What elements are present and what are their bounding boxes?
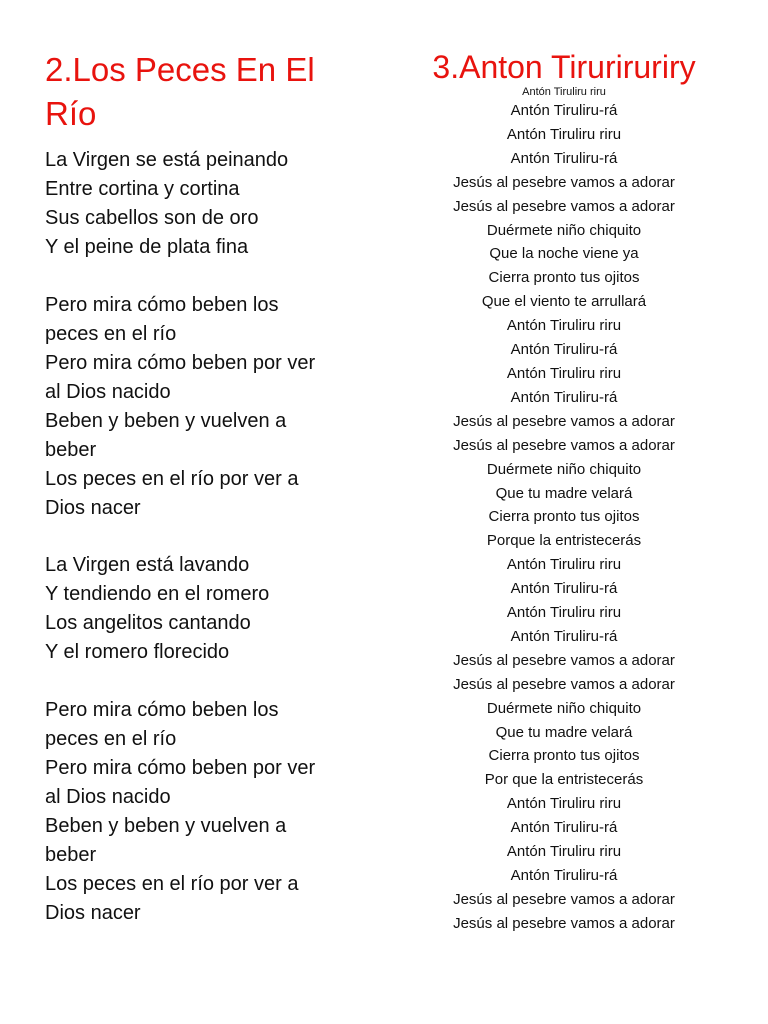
lyric-line: Los peces en el río por ver a xyxy=(45,872,299,895)
lyric-line: al Dios nacido xyxy=(45,785,171,808)
lyric-line: Porque la entristecerás xyxy=(486,532,642,550)
lyric-line: Que tu madre velará xyxy=(495,723,633,741)
lyric-line: Antón Tiruliru riru xyxy=(506,556,622,574)
lyric-line: Antón Tiruliru riru xyxy=(506,843,622,861)
lyric-line: Antón Tiruliru-rá xyxy=(510,819,618,837)
lyric-line: Pero mira cómo beben los xyxy=(45,293,279,316)
song-2-title-line-1: 2.Los Peces En El xyxy=(45,51,315,88)
song-2-lyrics xyxy=(45,146,375,928)
lyric-line: Jesús al pesebre vamos a adorar xyxy=(453,173,675,191)
lyric-line: Cierra pronto tus ojitos xyxy=(488,269,640,287)
lyric-line: Dios nacer xyxy=(45,496,141,519)
lyric-line: beber xyxy=(45,843,97,866)
lyric-line: Y tendiendo en el romero xyxy=(45,583,270,605)
lyric-line: beber xyxy=(45,438,97,461)
lyric-line: Jesús al pesebre vamos a adorar xyxy=(453,412,675,430)
lyric-line: Que la noche viene ya xyxy=(489,245,639,263)
lyric-line: Antón Tiruliru-rá xyxy=(510,580,618,598)
lyric-line: peces en el río xyxy=(45,727,177,750)
lyric-line: Antón Tiruliru riru xyxy=(506,125,622,143)
lyric-line: Que tu madre velará xyxy=(495,484,633,502)
song-2-title xyxy=(45,48,375,136)
lyric-line: Sus cabellos son de oro xyxy=(45,207,259,229)
lyric-line: Por que la entristecerás xyxy=(484,771,644,789)
lyric-line: Cierra pronto tus ojitos xyxy=(488,508,640,526)
song-3-title: 3.Anton Tirurirurirу xyxy=(432,49,696,85)
lyric-line: Duérmete niño chiquito xyxy=(486,699,642,717)
song-3-column xyxy=(408,48,720,936)
lyric-line: Pero mira cómo beben por ver xyxy=(45,756,316,779)
lyric-line: Beben y beben y vuelven a xyxy=(45,814,287,837)
lyric-line: Beben y beben y vuelven a xyxy=(45,409,287,432)
lyric-line: Entre cortina y cortina xyxy=(45,178,240,200)
lyric-line: al Dios nacido xyxy=(45,380,171,403)
lyric-line: Los peces en el río por ver a xyxy=(45,467,299,490)
lyric-line: Jesús al pesebre vamos a adorar xyxy=(453,197,675,215)
lyric-line: Antón Tiruliru-rá xyxy=(510,102,618,119)
lyric-line: peces en el río xyxy=(45,322,177,345)
lyric-line: Los angelitos cantando xyxy=(45,612,251,634)
lyric-line: Antón Tiruliru riru xyxy=(506,364,622,382)
lyric-line: Antón Tiruliru-rá xyxy=(510,149,618,167)
lyric-line: Cierra pronto tus ojitos xyxy=(488,747,640,765)
lyric-line: Jesús al pesebre vamos a adorar xyxy=(453,651,675,669)
stanza xyxy=(45,291,375,523)
song-3-subtitle: Antón Tiruliru riru xyxy=(522,86,606,98)
lyric-line: Antón Tiruliru riru xyxy=(506,317,622,335)
lyric-line: Antón Tiruliru-rá xyxy=(510,867,618,884)
lyric-line: Jesús al pesebre vamos a adorar xyxy=(453,675,675,693)
song-3-lyrics xyxy=(408,99,720,936)
lyric-line: Y el romero florecido xyxy=(45,641,230,663)
lyric-line: Jesús al pesebre vamos a adorar xyxy=(453,436,675,454)
lyric-line: La Virgen está lavando xyxy=(45,554,250,576)
lyric-line: La Virgen se está peinando xyxy=(45,149,289,171)
lyric-line: Duérmete niño chiquito xyxy=(486,221,642,239)
stanza xyxy=(45,696,375,928)
lyric-line: Pero mira cómo beben por ver xyxy=(45,351,316,374)
lyric-line: Antón Tiruliru-rá xyxy=(510,341,618,359)
lyric-line: Y el peine de plata fina xyxy=(45,236,249,258)
lyric-line: Jesús al pesebre vamos a adorar xyxy=(453,914,675,932)
lyric-line: Antón Tiruliru riru xyxy=(506,795,622,813)
stanza xyxy=(45,146,375,262)
lyric-line: Pero mira cómo beben los xyxy=(45,698,279,721)
lyric-line: Duérmete niño chiquito xyxy=(486,460,642,478)
stanza xyxy=(45,551,375,667)
song-2-title-line-2: Río xyxy=(45,95,97,132)
lyric-line: Antón Tiruliru-rá xyxy=(510,388,618,406)
lyric-line: Dios nacer xyxy=(45,901,141,924)
lyric-line: Antón Tiruliru-rá xyxy=(510,627,618,645)
lyric-line: Antón Tiruliru riru xyxy=(506,604,622,622)
lyric-line: Que el viento te arrullará xyxy=(481,293,647,311)
lyric-line: Jesús al pesebre vamos a adorar xyxy=(453,890,675,908)
song-2-column xyxy=(45,48,375,956)
